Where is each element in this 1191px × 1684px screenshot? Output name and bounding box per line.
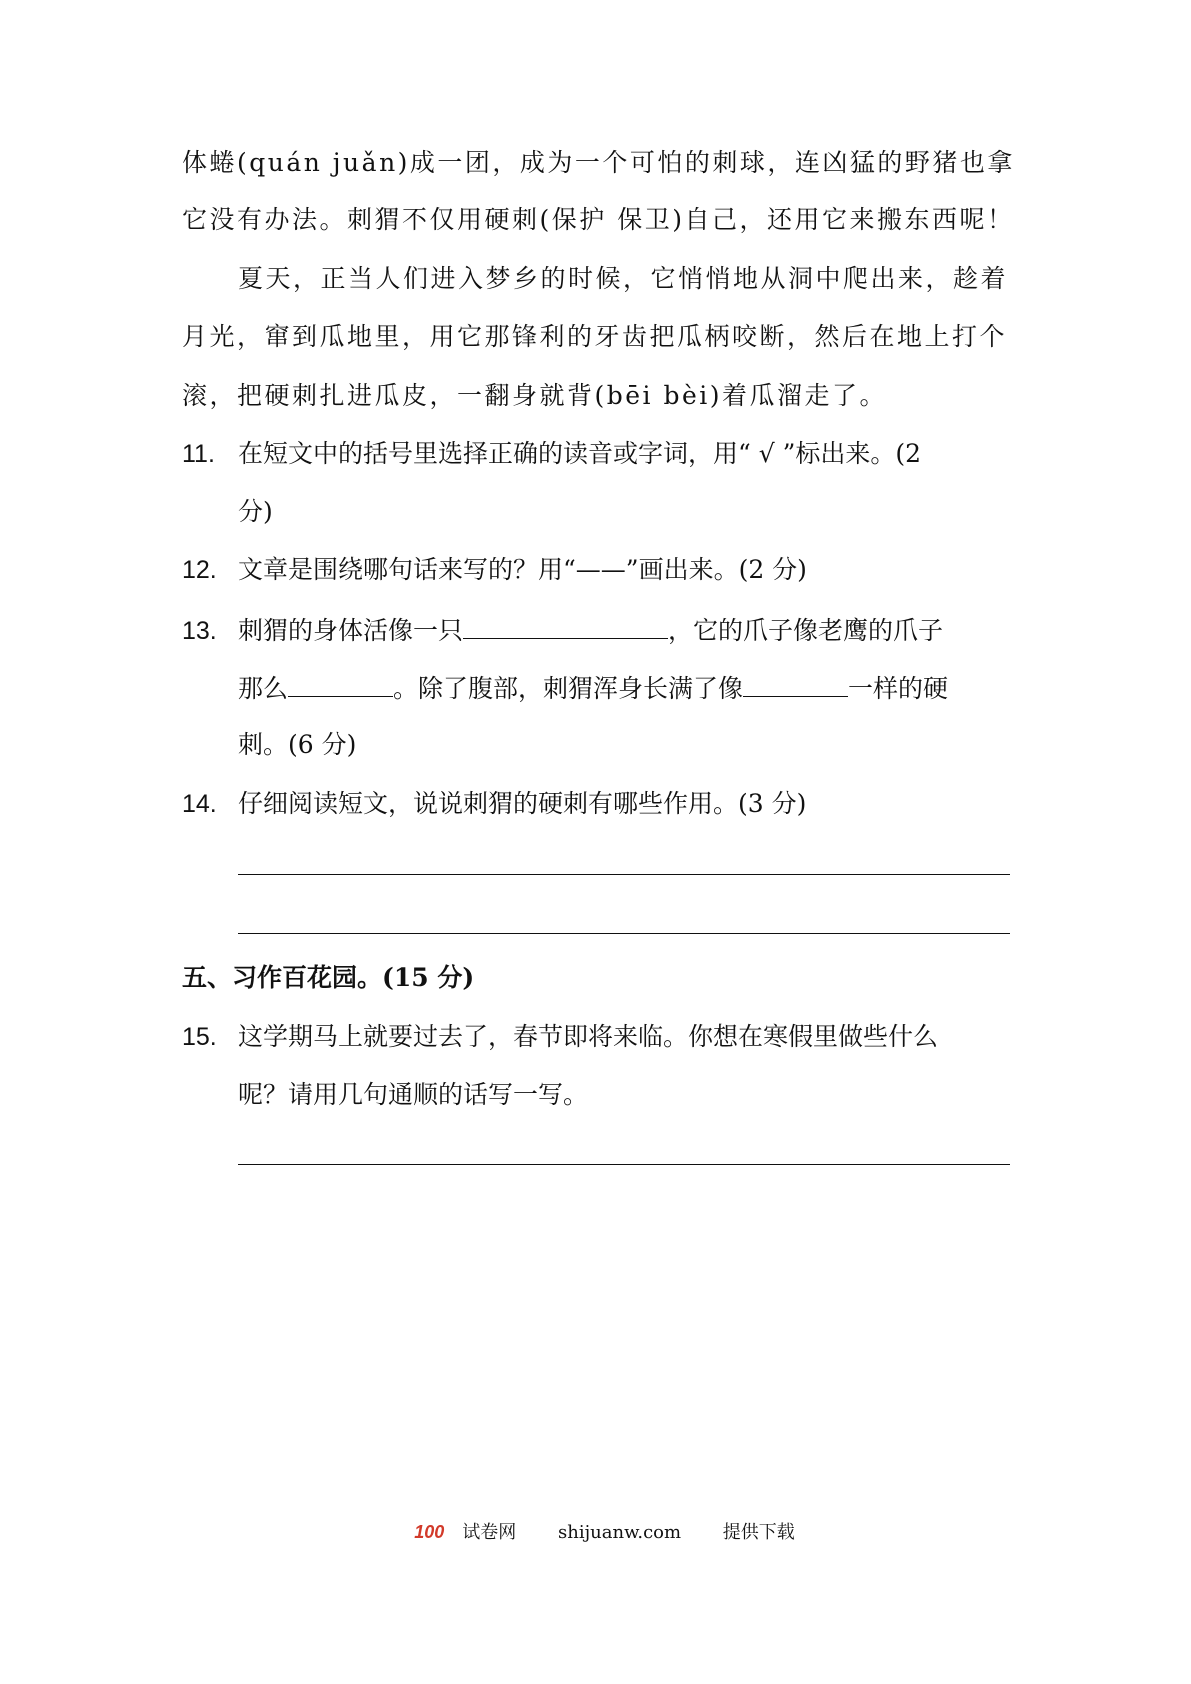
question-text: 那么: [238, 674, 289, 703]
fill-blank-2[interactable]: [288, 670, 393, 697]
passage-line: 体蜷(quán juǎn)成一团，成为一个可怕的刺球，连凶猛的野猪也拿: [182, 148, 1015, 177]
section-5-title: 五、习作百花园。(15 分): [182, 963, 475, 992]
question-number: 11.: [182, 440, 215, 468]
question-15: [182, 1020, 938, 1054]
fill-blank-1[interactable]: [463, 612, 668, 639]
question-text: 在短文中的括号里选择正确的读音或字词，用“ √ ”标出来。(2: [238, 439, 922, 468]
passage-line: 夏天，正当人们进入梦乡的时候，它悄悄地从洞中爬出来，趁着: [238, 264, 1009, 293]
question-text: 刺猬的身体活像一只: [238, 616, 464, 645]
footer: [0, 1520, 1191, 1545]
question-number: 12.: [182, 556, 217, 584]
question-11: [182, 437, 921, 471]
question-text: 一样的硬: [848, 674, 949, 703]
question-11-continuation: 分): [238, 497, 273, 526]
question-12: [182, 553, 807, 587]
passage-line: 滚，把硬刺扎进瓜皮，一翻身就背(bēi bèi)着瓜溜走了。: [182, 381, 888, 410]
question-13: [182, 612, 943, 648]
question-14: [182, 787, 806, 821]
answer-line[interactable]: [238, 874, 1010, 875]
passage-line: 它没有办法。刺猬不仅用硬刺(保护 保卫)自己，还用它来搬东西呢！: [182, 205, 1015, 234]
question-text: 文章是围绕哪句话来写的？用“——”画出来。(2 分): [238, 555, 807, 584]
question-13-line-3: 刺。(6 分): [238, 730, 357, 759]
question-number: 14.: [182, 790, 217, 818]
question-text: 。除了腹部，刺猬浑身长满了像: [393, 674, 744, 703]
fill-blank-3[interactable]: [743, 670, 848, 697]
question-text: 这学期马上就要过去了，春节即将来临。你想在寒假里做些什么: [238, 1022, 939, 1051]
question-number: 13.: [182, 617, 217, 645]
question-15-continuation: 呢？请用几句通顺的话写一写。: [238, 1080, 589, 1109]
footer-brand: [396, 1522, 516, 1543]
question-13-line-2: [238, 670, 948, 706]
answer-line[interactable]: [238, 1164, 1010, 1165]
site-url[interactable]: shijuanw.com: [557, 1522, 682, 1543]
footer-note: 提供下载: [722, 1522, 795, 1543]
answer-line[interactable]: [238, 933, 1010, 934]
question-text: ，它的爪子像老鹰的爪子: [668, 616, 944, 645]
question-text: 仔细阅读短文，说说刺猬的硬刺有哪些作用。(3 分): [238, 789, 807, 818]
site-name: 试卷网: [462, 1522, 517, 1543]
question-number: 15.: [182, 1023, 217, 1051]
site-logo: 100: [414, 1522, 445, 1542]
passage-line: 月光，窜到瓜地里，用它那锋利的牙齿把瓜柄咬断，然后在地上打个: [182, 322, 1008, 351]
